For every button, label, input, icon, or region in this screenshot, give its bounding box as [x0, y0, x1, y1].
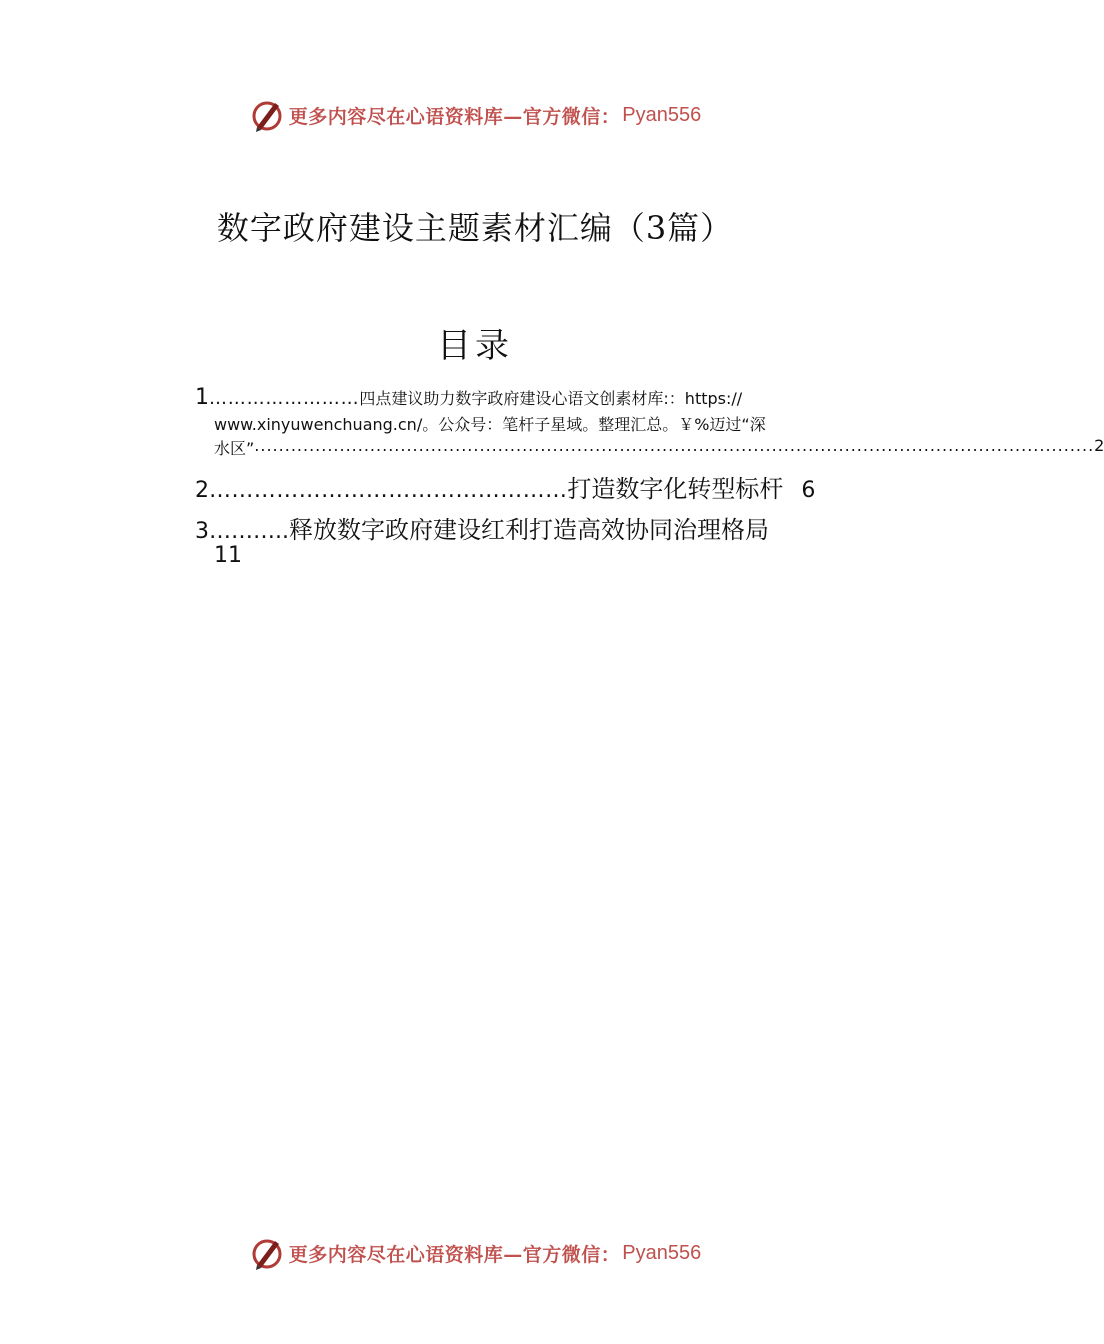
footer-banner — [0, 1233, 950, 1273]
toc-page-number: 11 — [214, 543, 242, 568]
banner-wechat-id: Pyan556 — [622, 103, 702, 126]
toc-heading: 目录 — [437, 326, 513, 366]
table-of-contents — [195, 385, 1104, 568]
toc-entry-label-end: 水区” — [214, 439, 255, 458]
banner-text: 更多内容尽在心语资料库—官方微信： — [288, 105, 621, 128]
toc-leader-dots: …………………… — [209, 388, 360, 409]
toc-leader-dots: ………………………………………… — [209, 478, 568, 503]
banner-wechat-id: Pyan556 — [622, 1241, 702, 1264]
toc-entry-number: 2 — [195, 478, 209, 503]
toc-entry-label: 四点建议助力数字政府建设心语文创素材库:：https:// — [359, 389, 743, 408]
banner-text: 更多内容尽在心语资料库—官方微信： — [288, 1243, 621, 1266]
toc-entry-number: 3 — [195, 519, 209, 544]
toc-entry-2[interactable] — [195, 469, 845, 504]
pen-logo-icon — [249, 1235, 285, 1271]
toc-leader-dots: .......................................................................................................................................... — [254, 436, 1095, 455]
toc-entry-3[interactable] — [195, 510, 845, 568]
toc-entry-label: 打造数字化转型标杆 — [567, 475, 784, 503]
toc-entry-label: 释放数字政府建设红利打造高效协同治理格局 — [289, 516, 769, 544]
toc-page-number: 6 — [801, 478, 816, 503]
pen-logo-icon — [249, 97, 285, 133]
toc-page-number: 2 — [1094, 436, 1104, 455]
toc-entry-1[interactable] — [195, 385, 1104, 459]
header-banner — [0, 95, 950, 135]
toc-entry-number: 1 — [195, 385, 209, 410]
toc-leader-dots: ……….. — [209, 519, 289, 544]
toc-entry-label-cont: www.xinyuwenchuang.cn/。公众号：笔杆子星域。整理汇总。￥%迈过“深 — [214, 415, 766, 434]
document-title: 数字政府建设主题素材汇编（3篇） — [216, 209, 734, 247]
